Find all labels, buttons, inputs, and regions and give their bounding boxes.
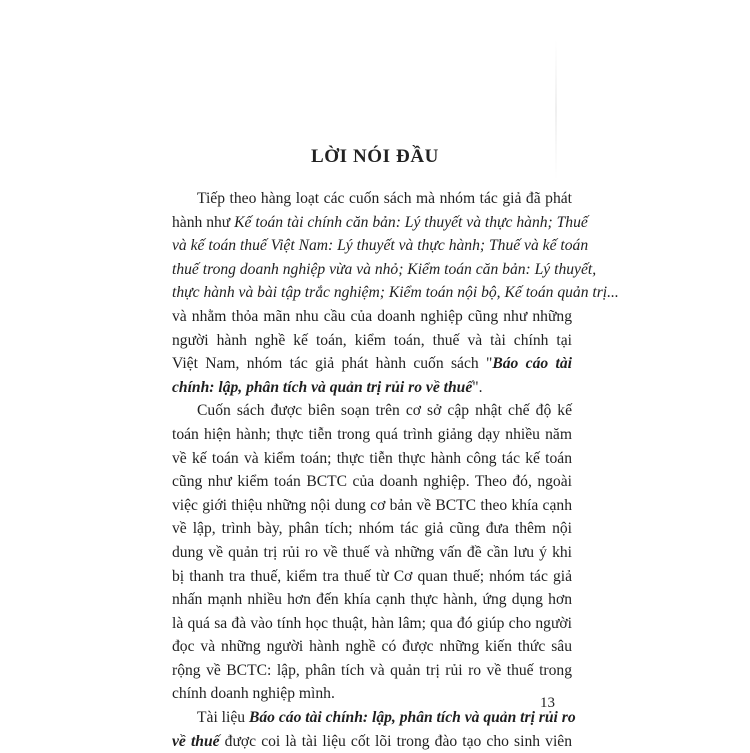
text-line: [172, 376, 572, 400]
text-segment: chính doanh nghiệp mình.: [172, 685, 335, 703]
text-line: [172, 517, 572, 541]
text-segment: về thuế: [172, 732, 220, 750]
text-segment: Việt Nam, nhóm tác giả phát hành cuốn sách ": [172, 355, 493, 373]
text-segment: chính: lập, phân tích và quản trị rủi ro về thuế: [172, 378, 473, 396]
text-line: [172, 329, 572, 353]
text-line: [172, 447, 572, 471]
text-segment: cũng như kiểm toán BCTC của doanh nghiệp. Theo đó, ngoài: [172, 473, 572, 491]
text-line: [172, 305, 572, 329]
text-line: [172, 635, 572, 659]
text-line: [172, 706, 576, 730]
text-line: [172, 281, 619, 305]
page-title: LỜI NÓI ĐẦU: [310, 146, 439, 167]
text-line: [172, 399, 572, 423]
text-segment: thực hành và bài tập trắc nghiệm; Kiểm toán nội bộ, Kế toán quản trị...: [172, 284, 619, 302]
text-line: [172, 682, 572, 706]
text-segment: về kế toán và kiểm toán; thực tiễn thực hành công tác kế toán: [172, 449, 572, 467]
text-segment: nhấn mạnh nhiều hơn đến khía cạnh thực hành, ứng dụng hơn: [172, 591, 572, 609]
text-segment: là quá sa đà vào tính học thuật, hàn lâm; qua đó giúp cho người: [172, 614, 572, 632]
text-line: [172, 541, 572, 565]
text-line: [172, 470, 572, 494]
text-line: [172, 730, 572, 753]
text-line: [172, 612, 572, 636]
text-segment: Cuốn sách được biên soạn trên cơ sở cập nhật chế độ kế: [197, 402, 572, 420]
text-segment: ".: [472, 378, 483, 396]
text-segment: việc giới thiệu những nội dung cơ bản về BCTC theo khía cạnh: [172, 496, 572, 514]
text-segment: dung về quản trị rủi ro về thuế và những vấn đề cần lưu ý khi: [172, 543, 572, 561]
text-segment: thuế trong doanh nghiệp vừa và nhỏ; Kiểm toán căn bản: Lý thuyết,: [172, 260, 597, 278]
text-line: [172, 234, 589, 258]
text-segment: bị thanh tra thuế, kiểm tra thuế từ Cơ quan thuế; nhóm tác giả: [172, 567, 572, 585]
body-text: [172, 187, 619, 753]
text-line: [172, 494, 572, 518]
text-line: [172, 588, 572, 612]
text-segment: Tài liệu: [197, 709, 249, 727]
text-segment: được coi là tài liệu cốt lõi trong đào tạo cho sinh viên: [219, 732, 572, 750]
text-segment: hành như: [172, 213, 235, 231]
text-segment: người hành nghề kế toán, kiểm toán, thuế và tài chính tại: [172, 331, 572, 349]
text-segment: Tiếp theo hàng loạt các cuốn sách mà nhóm tác giả đã phát: [197, 190, 572, 207]
text-segment: Kế toán tài chính căn bản: Lý thuyết và thực hành; Thuế: [234, 213, 588, 231]
text-segment: và kế toán thuế Việt Nam: Lý thuyết và thực hành; Thuế và kế toán: [172, 237, 589, 255]
text-segment: rộng về BCTC: lập, phân tích và quản trị rủi ro về thuế trong: [172, 661, 572, 679]
text-line: [172, 187, 572, 211]
text-segment: đọc và những người hành nghề có được những kiến thức sâu: [172, 638, 572, 656]
text-line: [172, 211, 588, 235]
text-segment: và nhằm thỏa mãn nhu cầu của doanh nghiệp cũng như những: [172, 307, 572, 325]
text-line: [172, 565, 572, 589]
text-segment: về lập, trình bày, phân tích; nhóm tác giả cũng đưa thêm nội: [172, 520, 572, 538]
text-line: [172, 659, 572, 683]
text-segment: Báo cáo tài: [492, 355, 572, 373]
page-number: 13: [540, 695, 555, 711]
text-line: [172, 258, 597, 282]
text-line: [172, 423, 572, 447]
text-line: [172, 352, 572, 376]
text-segment: Báo cáo tài chính: lập, phân tích và quản trị rủi ro: [248, 709, 576, 727]
text-segment: toán hiện hành; thực tiễn trong quá trình giảng dạy nhiều năm: [172, 425, 572, 443]
